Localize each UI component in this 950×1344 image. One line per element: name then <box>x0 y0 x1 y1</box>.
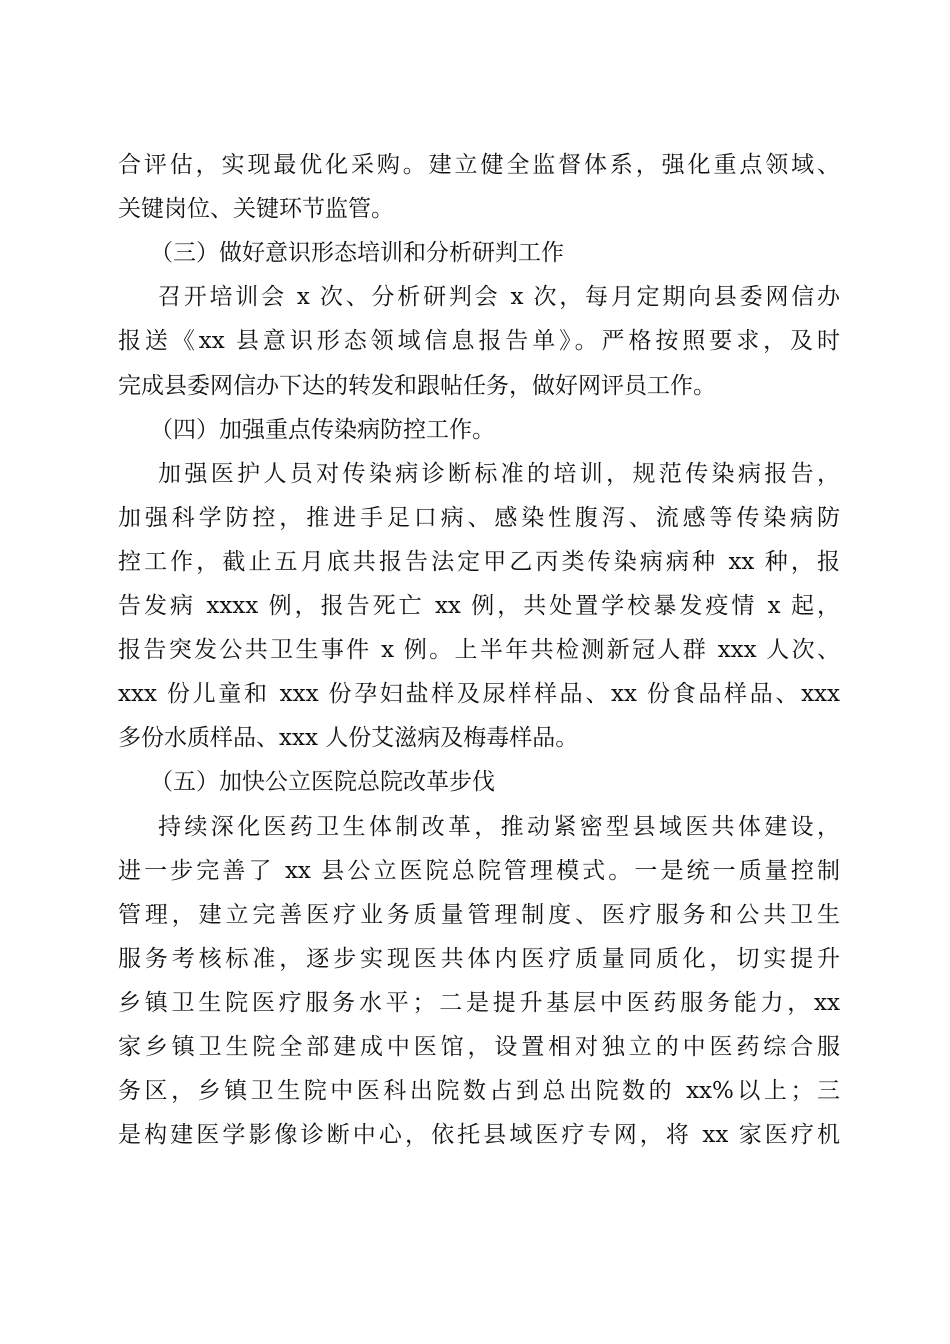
paragraph-line: 乡镇卫生院医疗服务水平；二是提升基层中医药服务能力，xx <box>118 989 840 1016</box>
paragraph-line: 家乡镇卫生院全部建成中医馆，设置相对独立的中医药综合服 <box>118 1034 840 1060</box>
paragraph-line: 报送《xx 县意识形态领域信息报告单》。严格按照要求，及时 <box>118 328 840 355</box>
paragraph-line: 控工作，截止五月底共报告法定甲乙丙类传染病病种 xx 种，报 <box>118 548 840 575</box>
paragraph-line: 是构建医学影像诊断中心，依托县域医疗专网，将 xx 家医疗机 <box>118 1122 840 1149</box>
section-heading: （四）加强重点传染病防控工作。 <box>150 416 495 443</box>
paragraph-line: xxx 份儿童和 xxx 份孕妇盐样及尿样样品、xx 份食品样品、xxx <box>118 681 840 708</box>
paragraph-line: 务区，乡镇卫生院中医科出院数占到总出院数的 xx%以上；三 <box>118 1078 840 1105</box>
paragraph-line: 关键岗位、关键环节监管。 <box>118 196 394 223</box>
paragraph-line: 加强医护人员对传染病诊断标准的培训，规范传染病报告， <box>158 460 840 487</box>
paragraph-line: 服务考核标准，逐步实现医共体内医疗质量同质化，切实提升 <box>118 945 840 972</box>
paragraph-line: 多份水质样品、xxx 人份艾滋病及梅毒样品。 <box>118 725 579 752</box>
paragraph-line: 完成县委网信办下达的转发和跟帖任务，做好网评员工作。 <box>118 372 716 399</box>
paragraph-line: 持续深化医药卫生体制改革，推动紧密型县域医共体建设， <box>158 813 840 840</box>
paragraph-line: 告发病 xxxx 例，报告死亡 xx 例，共处置学校暴发疫情 x 起， <box>118 593 840 619</box>
paragraph-line: 管理，建立完善医疗业务质量管理制度、医疗服务和公共卫生 <box>118 901 840 928</box>
paragraph-line: 合评估，实现最优化采购。建立健全监督体系，强化重点领域、 <box>118 152 840 178</box>
section-heading: （五）加快公立医院总院改革步伐 <box>150 769 495 796</box>
paragraph-line: 报告突发公共卫生事件 x 例。上半年共检测新冠人群 xxx 人次、 <box>118 637 840 664</box>
paragraph-line: 召开培训会 x 次、分析研判会 x 次，每月定期向县委网信办 <box>158 284 840 311</box>
section-heading: （三）做好意识形态培训和分析研判工作 <box>150 240 564 267</box>
paragraph-line: 加强科学防控，推进手足口病、感染性腹泻、流感等传染病防 <box>118 504 840 531</box>
paragraph-line: 进一步完善了 xx 县公立医院总院管理模式。一是统一质量控制 <box>118 857 840 884</box>
